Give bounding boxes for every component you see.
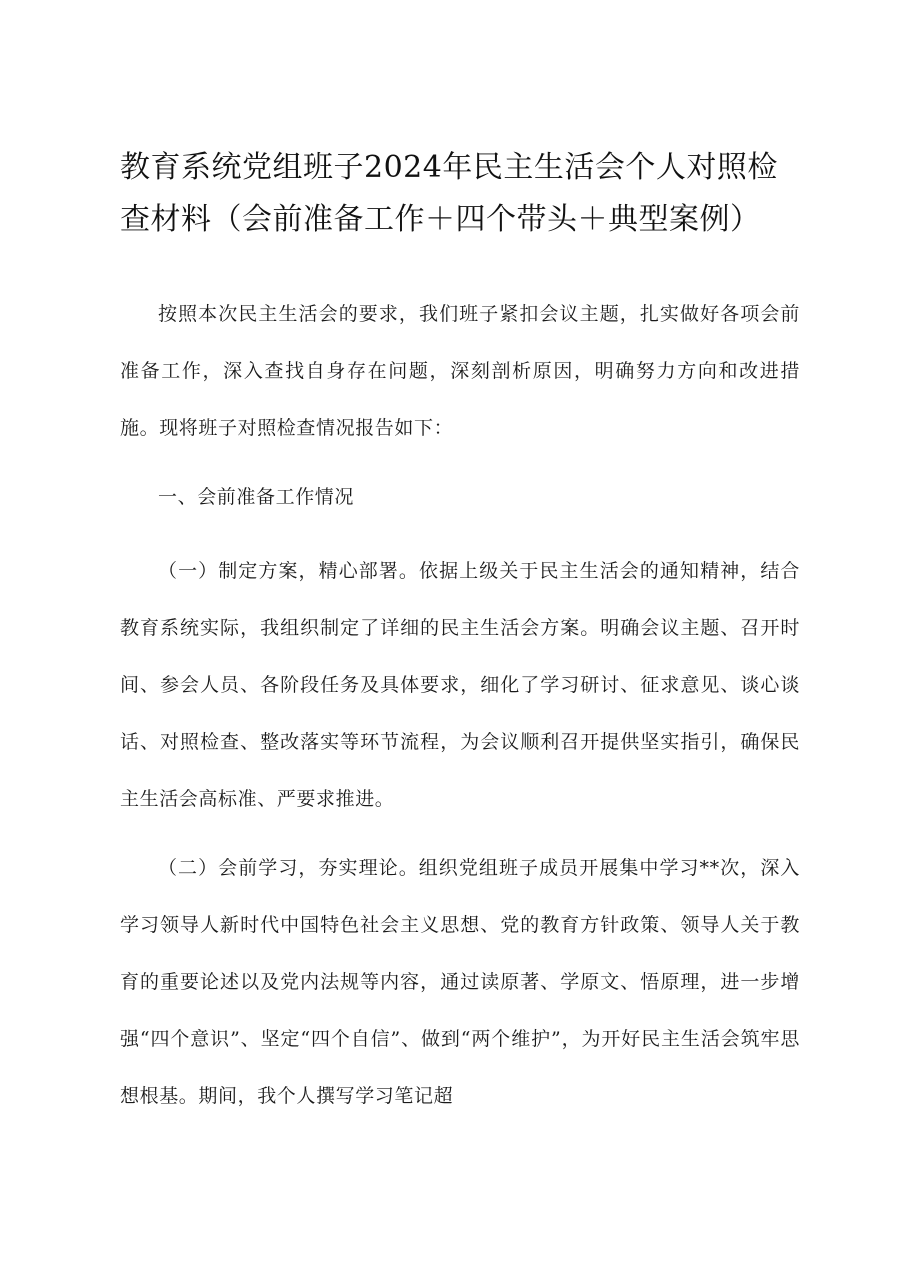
section-1-paragraph: （一）制定方案，精心部署。依据上级关于民主生活会的通知精神，结合教育系统实际，我组织制定了详细的民主生活会方案。明确会议主题、召开时间、参会人员、各阶段任务及具体要求，细化了学习研讨、征求意见、谈心谈话、对照检查、整改落实等环节流程，为会议顺利召开提供坚实指引，确保民主生活会高标准、严要求推进。 bbox=[120, 560, 800, 810]
section-2-paragraph: （二）会前学习，夯实理论。组织党组班子成员开展集中学习**次，深入学习领导人新时代中国特色社会主义思想、党的教育方针政策、领导人关于教育的重要论述以及党内法规等内容，通过读原著、学原文、悟原理，进一步增强“四个意识”、坚定“四个自信”、做到“两个维护”，为开好民主生活会筑牢思想根基。期间，我个人撰写学习笔记超 bbox=[120, 857, 800, 1107]
section-heading-1: 一、会前准备工作情况 bbox=[158, 486, 355, 508]
document-title: 教育系统党组班子2024年民主生活会个人对照检查材料（会前准备工作＋四个带头＋典型案例） bbox=[120, 150, 778, 237]
intro-paragraph: 按照本次民主生活会的要求，我们班子紧扣会议主题，扎实做好各项会前准备工作，深入查找自身存在问题，深刻剖析原因，明确努力方向和改进措施。现将班子对照检查情况报告如下： bbox=[120, 303, 800, 439]
